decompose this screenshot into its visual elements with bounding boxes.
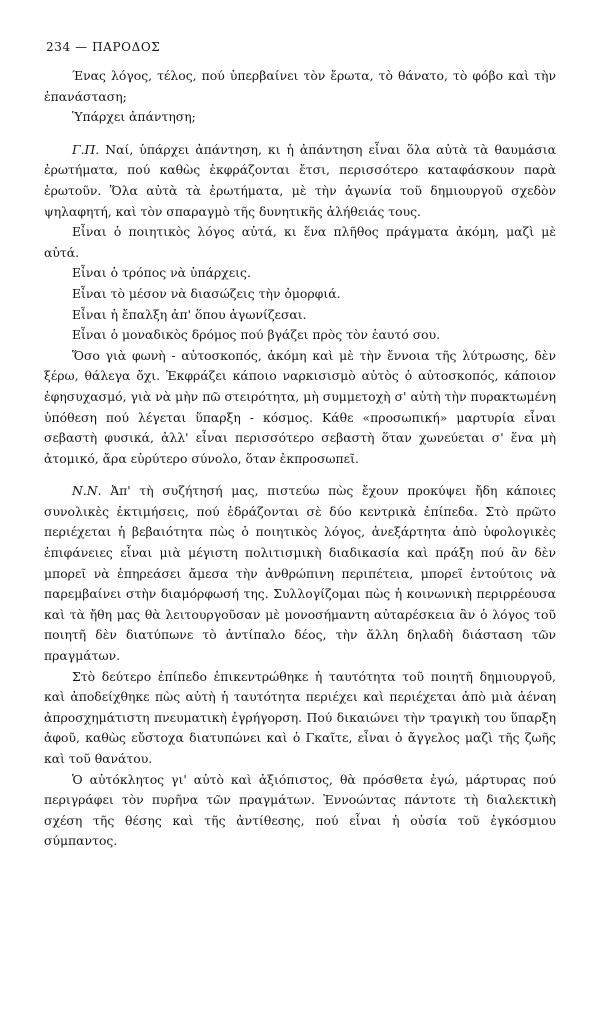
paragraph: Ν.Ν. Ἀπ' τὴ συζήτησή μας, πιστεύω πὼς ἔχουν προκύψει ἤδη κάποιες συνολικὲς ἐκτιμήσεις, πού ἑδράζονται σὲ δύο κεντρικὰ ἐπίπεδα. Στὸ πρῶτο περιέχεται ἡ βεβαιότητα πὼς ὁ ποιητικὸς λόγος, ἀνεξάρτητα ἀπὸ ὑφολογικὲς ἐπιφάνειες εἶναι μιὰ μέγιστη πολιτισμικὴ διαδικασία καὶ πράξη πού ἂν δὲν μπορεῖ νὰ ἐπηρεάσει ἄμεσα τὴν ἀνθρώπινη περιπέτεια, μπορεῖ ἐντούτοις νὰ παρεμβαίνει στὴν διαμόρφωσή της. Συλλογίζομαι πὼς ἡ κοινωνικὴ περιρρέουσα καὶ τὰ ἤθη μας θὰ λειτουργοῦσαν μὲ μονοσήμαντη αὐταρέσκεια ἂν ὁ λόγος τοῦ ποιητῆ δὲν διατύπωνε τὸ ἀντίπαλο δέος, τὴν ἄλλη δηλαδὴ διάσταση τῶν πραγμάτων.	[44, 483, 556, 664]
speaker-label: Γ.Π.	[72, 141, 100, 157]
paragraph: Ὅσο γιὰ φωνὴ - αὐτοσκοπός, ἀκόμη καὶ μὲ τὴν ἔννοια τῆς λύτρωσης, δὲν ξέρω, θάλεγα ὄχι. Ἐκφράζει κάποιο ναρκισισμὸ αὐτὸς ὁ αὐτοσκοπός, κάποιον ἐφησυχασμό, γιὰ νὰ μὴν πῶ στειρότητα, μὴ συμμετοχὴ σ' αὐτὴ τὴν πυρακτωμένη ὑπόθεση πού λέγεται ὕπαρξη - κόσμος. Κάθε «προσωπική» μαρτυρία εἶναι σεβαστὴ φυσικά, ἀλλ' εἶναι περισσότερο σεβαστὴ ὅταν χωνεύεται σ' ἕνα μὴ ἀτομικό, ἄρα εὐρύτερο σύνολο, ὅταν ἐκπροσωπεῖ.	[44, 347, 556, 466]
running-header	[46, 40, 160, 54]
paragraph: Εἶναι ἡ ἔπαλξη ἀπ' ὅπου ἀγωνίζεσαι.	[72, 306, 307, 322]
paragraph: Ὑπάρχει ἀπάντηση;	[72, 109, 196, 125]
paragraph: Εἶναι ὁ μοναδικὸς δρόμος πού βγάζει πρὸς τὸν ἑαυτό σου.	[72, 327, 441, 343]
paragraph: Εἶναι ὁ τρόπος νὰ ὑπάρχεις.	[72, 265, 251, 281]
paragraph: Εἶναι τὸ μέσον νὰ διασώζεις τὴν ὀμορφιά.	[72, 285, 341, 301]
paragraph: Ένας λόγος, τέλος, πού ὑπερβαίνει τὸν ἔρωτα, τὸ θάνατο, τὸ φόβο καὶ τὴν ἐπανάσταση;	[44, 68, 556, 104]
paragraph: Γ.Π. Ναί, ὑπάρχει ἀπάντηση, κι ἡ ἀπάντηση εἶναι ὅλα αὐτὰ τὰ θαυμάσια ἐρωτήματα, πού καθὼς ἐκφράζονται ἔτσι, περισσότερο καταφάσκουν παρὰ ἐρωτοῦν. Ὅλα αὐτὰ τὰ ἐρωτήματα, μὲ τὴν ἀγωνία τοῦ δημιουργοῦ σχεδὸν ψηλαφητή, καὶ τὸν σπαραγμὸ τῆς δυνητικῆς ἀλήθειάς τους.	[44, 141, 556, 219]
paragraph: Ὁ αὐτόκλητος γι' αὐτὸ καὶ ἀξιόπιστος, θὰ πρόσθετα ἐγώ, μάρτυρας πού περιγράφει τὸν πυρῆνα τῶν πραγμάτων. Ἐννοώντας πάντοτε τὴ διαλεκτικὴ σχέση τῆς θέσης καὶ τῆς ἀντίθεσης, πού εἶναι ἡ οὐσία τοῦ ἐγκόσμιου σύμπαντος.	[44, 771, 556, 849]
running-title: ΠΑΡΟΔΟΣ	[92, 40, 161, 54]
paragraph: Εἶναι ὁ ποιητικὸς λόγος αὐτά, κι ἕνα πλῆθος πράγματα ἀκόμη, μαζὶ μὲ αὐτά.	[44, 224, 556, 260]
page-number: 234	[46, 40, 71, 54]
body-text	[44, 66, 556, 852]
speaker-label: Ν.Ν.	[72, 483, 102, 499]
header-separator: —	[70, 40, 93, 54]
paragraph: Στὸ δεύτερο ἐπίπεδο ἐπικεντρώθηκε ἡ ταυτότητα τοῦ ποιητῆ δημιουργοῦ, καὶ ἀποδείχθηκε πὼς αὐτὴ ἡ ταυτότητα περιέχει καὶ περιέχεται ἀπὸ μιὰ ἀέναη ἀπροσχημάτιστη πνευματικὴ ἐγρήγορση. Πού δικαιώνει τὴν τραγικὴ του ὕπαρξη ἀφοῦ, καθὼς εὔστοχα διατυπώνει καὶ ὁ Γκαῖτε, εἶναι ὁ ἄγγελος μαζὶ τῆς ζωῆς καὶ τοῦ θανάτου.	[44, 668, 556, 766]
